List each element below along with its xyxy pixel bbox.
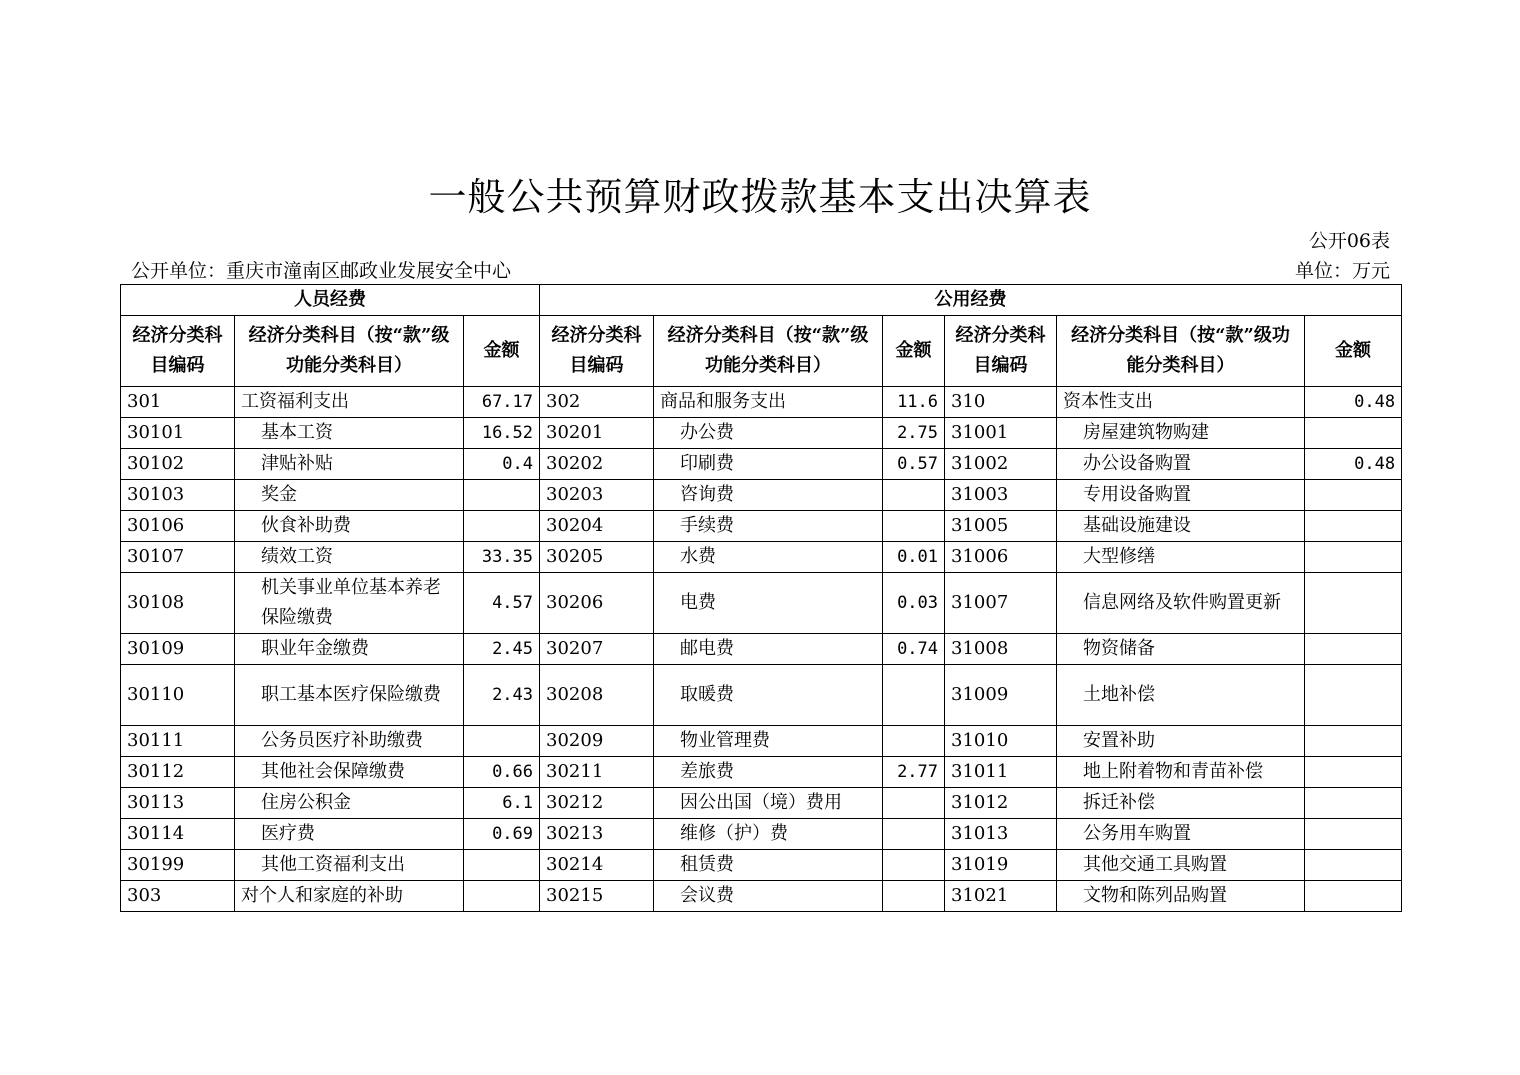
amount-cell — [1305, 757, 1402, 788]
amount-cell: 6.1 — [464, 788, 540, 819]
name-cell: 商品和服务支出 — [654, 387, 883, 418]
name-cell: 会议费 — [654, 881, 883, 912]
code-cell: 30209 — [540, 726, 654, 757]
amount-cell — [883, 819, 945, 850]
amount-cell — [1305, 542, 1402, 573]
code-cell: 31006 — [945, 542, 1057, 573]
code-cell: 30108 — [121, 573, 235, 634]
table-row — [121, 881, 1402, 912]
code-cell: 31005 — [945, 511, 1057, 542]
code-cell: 31021 — [945, 881, 1057, 912]
amount-cell: 0.01 — [883, 542, 945, 573]
name-cell: 医疗费 — [235, 819, 464, 850]
code-cell: 30213 — [540, 819, 654, 850]
code-cell: 31019 — [945, 850, 1057, 881]
header-code: 经济分类科目编码 — [540, 316, 654, 387]
amount-cell: 2.43 — [464, 665, 540, 726]
table-row — [121, 757, 1402, 788]
amount-cell: 16.52 — [464, 418, 540, 449]
code-cell: 31008 — [945, 634, 1057, 665]
name-cell: 职工基本医疗保险缴费 — [235, 665, 464, 726]
name-cell: 基础设施建设 — [1057, 511, 1305, 542]
amount-cell: 0.48 — [1305, 387, 1402, 418]
amount-cell — [464, 480, 540, 511]
name-cell: 印刷费 — [654, 449, 883, 480]
amount-cell: 0.66 — [464, 757, 540, 788]
code-cell: 30204 — [540, 511, 654, 542]
amount-cell: 0.57 — [883, 449, 945, 480]
group-personnel: 人员经费 — [121, 285, 540, 316]
name-cell: 房屋建筑物购建 — [1057, 418, 1305, 449]
name-cell: 伙食补助费 — [235, 511, 464, 542]
amount-cell: 67.17 — [464, 387, 540, 418]
name-cell: 工资福利支出 — [235, 387, 464, 418]
name-cell: 信息网络及软件购置更新 — [1057, 573, 1305, 634]
code-cell: 30199 — [121, 850, 235, 881]
name-cell: 机关事业单位基本养老保险缴费 — [235, 573, 464, 634]
name-cell: 电费 — [654, 573, 883, 634]
header-amount: 金额 — [1305, 316, 1402, 387]
amount-cell: 0.74 — [883, 634, 945, 665]
amount-cell: 33.35 — [464, 542, 540, 573]
name-cell: 差旅费 — [654, 757, 883, 788]
name-cell: 其他社会保障缴费 — [235, 757, 464, 788]
amount-cell — [883, 480, 945, 511]
code-cell: 30109 — [121, 634, 235, 665]
amount-cell — [1305, 881, 1402, 912]
group-public: 公用经费 — [540, 285, 1402, 316]
name-cell: 文物和陈列品购置 — [1057, 881, 1305, 912]
header-code: 经济分类科目编码 — [945, 316, 1057, 387]
amount-cell: 11.6 — [883, 387, 945, 418]
name-cell: 职业年金缴费 — [235, 634, 464, 665]
code-cell: 30202 — [540, 449, 654, 480]
amount-cell — [464, 726, 540, 757]
code-cell: 30103 — [121, 480, 235, 511]
amount-cell: 4.57 — [464, 573, 540, 634]
name-cell: 住房公积金 — [235, 788, 464, 819]
code-cell: 31010 — [945, 726, 1057, 757]
name-cell: 大型修缮 — [1057, 542, 1305, 573]
amount-cell — [1305, 819, 1402, 850]
name-cell: 物业管理费 — [654, 726, 883, 757]
code-cell: 30111 — [121, 726, 235, 757]
name-cell: 对个人和家庭的补助 — [235, 881, 464, 912]
code-cell: 30207 — [540, 634, 654, 665]
code-cell: 30114 — [121, 819, 235, 850]
code-cell: 31002 — [945, 449, 1057, 480]
table-row — [121, 542, 1402, 573]
amount-cell — [883, 726, 945, 757]
header-code: 经济分类科目编码 — [121, 316, 235, 387]
table-row — [121, 418, 1402, 449]
code-cell: 30212 — [540, 788, 654, 819]
table-row — [121, 480, 1402, 511]
name-cell: 地上附着物和青苗补偿 — [1057, 757, 1305, 788]
table-row — [121, 726, 1402, 757]
name-cell: 因公出国（境）费用 — [654, 788, 883, 819]
name-cell: 其他交通工具购置 — [1057, 850, 1305, 881]
code-cell: 31003 — [945, 480, 1057, 511]
currency-unit: 单位：万元 — [1294, 260, 1390, 282]
name-cell: 租赁费 — [654, 850, 883, 881]
table-row — [121, 819, 1402, 850]
code-cell: 30110 — [121, 665, 235, 726]
name-cell: 基本工资 — [235, 418, 464, 449]
table-row — [121, 511, 1402, 542]
table-row — [121, 573, 1402, 634]
code-cell: 30201 — [540, 418, 654, 449]
code-cell: 30211 — [540, 757, 654, 788]
amount-cell — [883, 665, 945, 726]
name-cell: 安置补助 — [1057, 726, 1305, 757]
code-cell: 31007 — [945, 573, 1057, 634]
name-cell: 土地补偿 — [1057, 665, 1305, 726]
table-row — [121, 634, 1402, 665]
name-cell: 其他工资福利支出 — [235, 850, 464, 881]
code-cell: 301 — [121, 387, 235, 418]
header-name: 经济分类科目（按“款”级功能分类科目） — [235, 316, 464, 387]
header-amount: 金额 — [883, 316, 945, 387]
name-cell: 办公设备购置 — [1057, 449, 1305, 480]
name-cell: 拆迁补偿 — [1057, 788, 1305, 819]
name-cell: 专用设备购置 — [1057, 480, 1305, 511]
code-cell: 30206 — [540, 573, 654, 634]
code-cell: 30205 — [540, 542, 654, 573]
budget-table — [120, 284, 1402, 912]
code-cell: 31009 — [945, 665, 1057, 726]
table-number: 公开06表 — [1308, 230, 1390, 252]
header-name: 经济分类科目（按“款”级功能分类科目） — [654, 316, 883, 387]
code-cell: 30113 — [121, 788, 235, 819]
code-cell: 31001 — [945, 418, 1057, 449]
name-cell: 水费 — [654, 542, 883, 573]
amount-cell — [1305, 511, 1402, 542]
code-cell: 31011 — [945, 757, 1057, 788]
amount-cell: 0.48 — [1305, 449, 1402, 480]
name-cell: 手续费 — [654, 511, 883, 542]
amount-cell: 2.75 — [883, 418, 945, 449]
name-cell: 邮电费 — [654, 634, 883, 665]
table-row — [121, 850, 1402, 881]
name-cell: 维修（护）费 — [654, 819, 883, 850]
name-cell: 咨询费 — [654, 480, 883, 511]
name-cell: 公务员医疗补助缴费 — [235, 726, 464, 757]
code-cell: 30102 — [121, 449, 235, 480]
name-cell: 公务用车购置 — [1057, 819, 1305, 850]
amount-cell — [883, 850, 945, 881]
name-cell: 绩效工资 — [235, 542, 464, 573]
table-row — [121, 665, 1402, 726]
code-cell: 30106 — [121, 511, 235, 542]
name-cell: 取暖费 — [654, 665, 883, 726]
amount-cell — [464, 881, 540, 912]
amount-cell — [1305, 573, 1402, 634]
amount-cell — [883, 511, 945, 542]
code-cell: 303 — [121, 881, 235, 912]
page-title: 一般公共预算财政拨款基本支出决算表 — [428, 175, 1092, 219]
code-cell: 30203 — [540, 480, 654, 511]
amount-cell: 2.77 — [883, 757, 945, 788]
code-cell: 30101 — [121, 418, 235, 449]
reporting-unit: 公开单位：重庆市潼南区邮政业发展安全中心 — [131, 260, 512, 282]
amount-cell — [1305, 850, 1402, 881]
code-cell: 31012 — [945, 788, 1057, 819]
amount-cell — [1305, 634, 1402, 665]
table-row — [121, 387, 1402, 418]
amount-cell — [1305, 480, 1402, 511]
amount-cell — [1305, 726, 1402, 757]
amount-cell: 0.69 — [464, 819, 540, 850]
header-amount: 金额 — [464, 316, 540, 387]
amount-cell: 0.4 — [464, 449, 540, 480]
name-cell: 物资储备 — [1057, 634, 1305, 665]
table-row — [121, 788, 1402, 819]
name-cell: 津贴补贴 — [235, 449, 464, 480]
amount-cell — [883, 881, 945, 912]
amount-cell — [1305, 788, 1402, 819]
name-cell: 资本性支出 — [1057, 387, 1305, 418]
code-cell: 31013 — [945, 819, 1057, 850]
name-cell: 办公费 — [654, 418, 883, 449]
name-cell: 奖金 — [235, 480, 464, 511]
code-cell: 310 — [945, 387, 1057, 418]
code-cell: 30214 — [540, 850, 654, 881]
amount-cell — [464, 850, 540, 881]
amount-cell — [883, 788, 945, 819]
code-cell: 30215 — [540, 881, 654, 912]
code-cell: 302 — [540, 387, 654, 418]
code-cell: 30112 — [121, 757, 235, 788]
header-name: 经济分类科目（按“款”级功能分类科目） — [1057, 316, 1305, 387]
code-cell: 30107 — [121, 542, 235, 573]
amount-cell — [1305, 418, 1402, 449]
amount-cell: 2.45 — [464, 634, 540, 665]
table-row — [121, 449, 1402, 480]
code-cell: 30208 — [540, 665, 654, 726]
amount-cell — [1305, 665, 1402, 726]
amount-cell — [464, 511, 540, 542]
amount-cell: 0.03 — [883, 573, 945, 634]
